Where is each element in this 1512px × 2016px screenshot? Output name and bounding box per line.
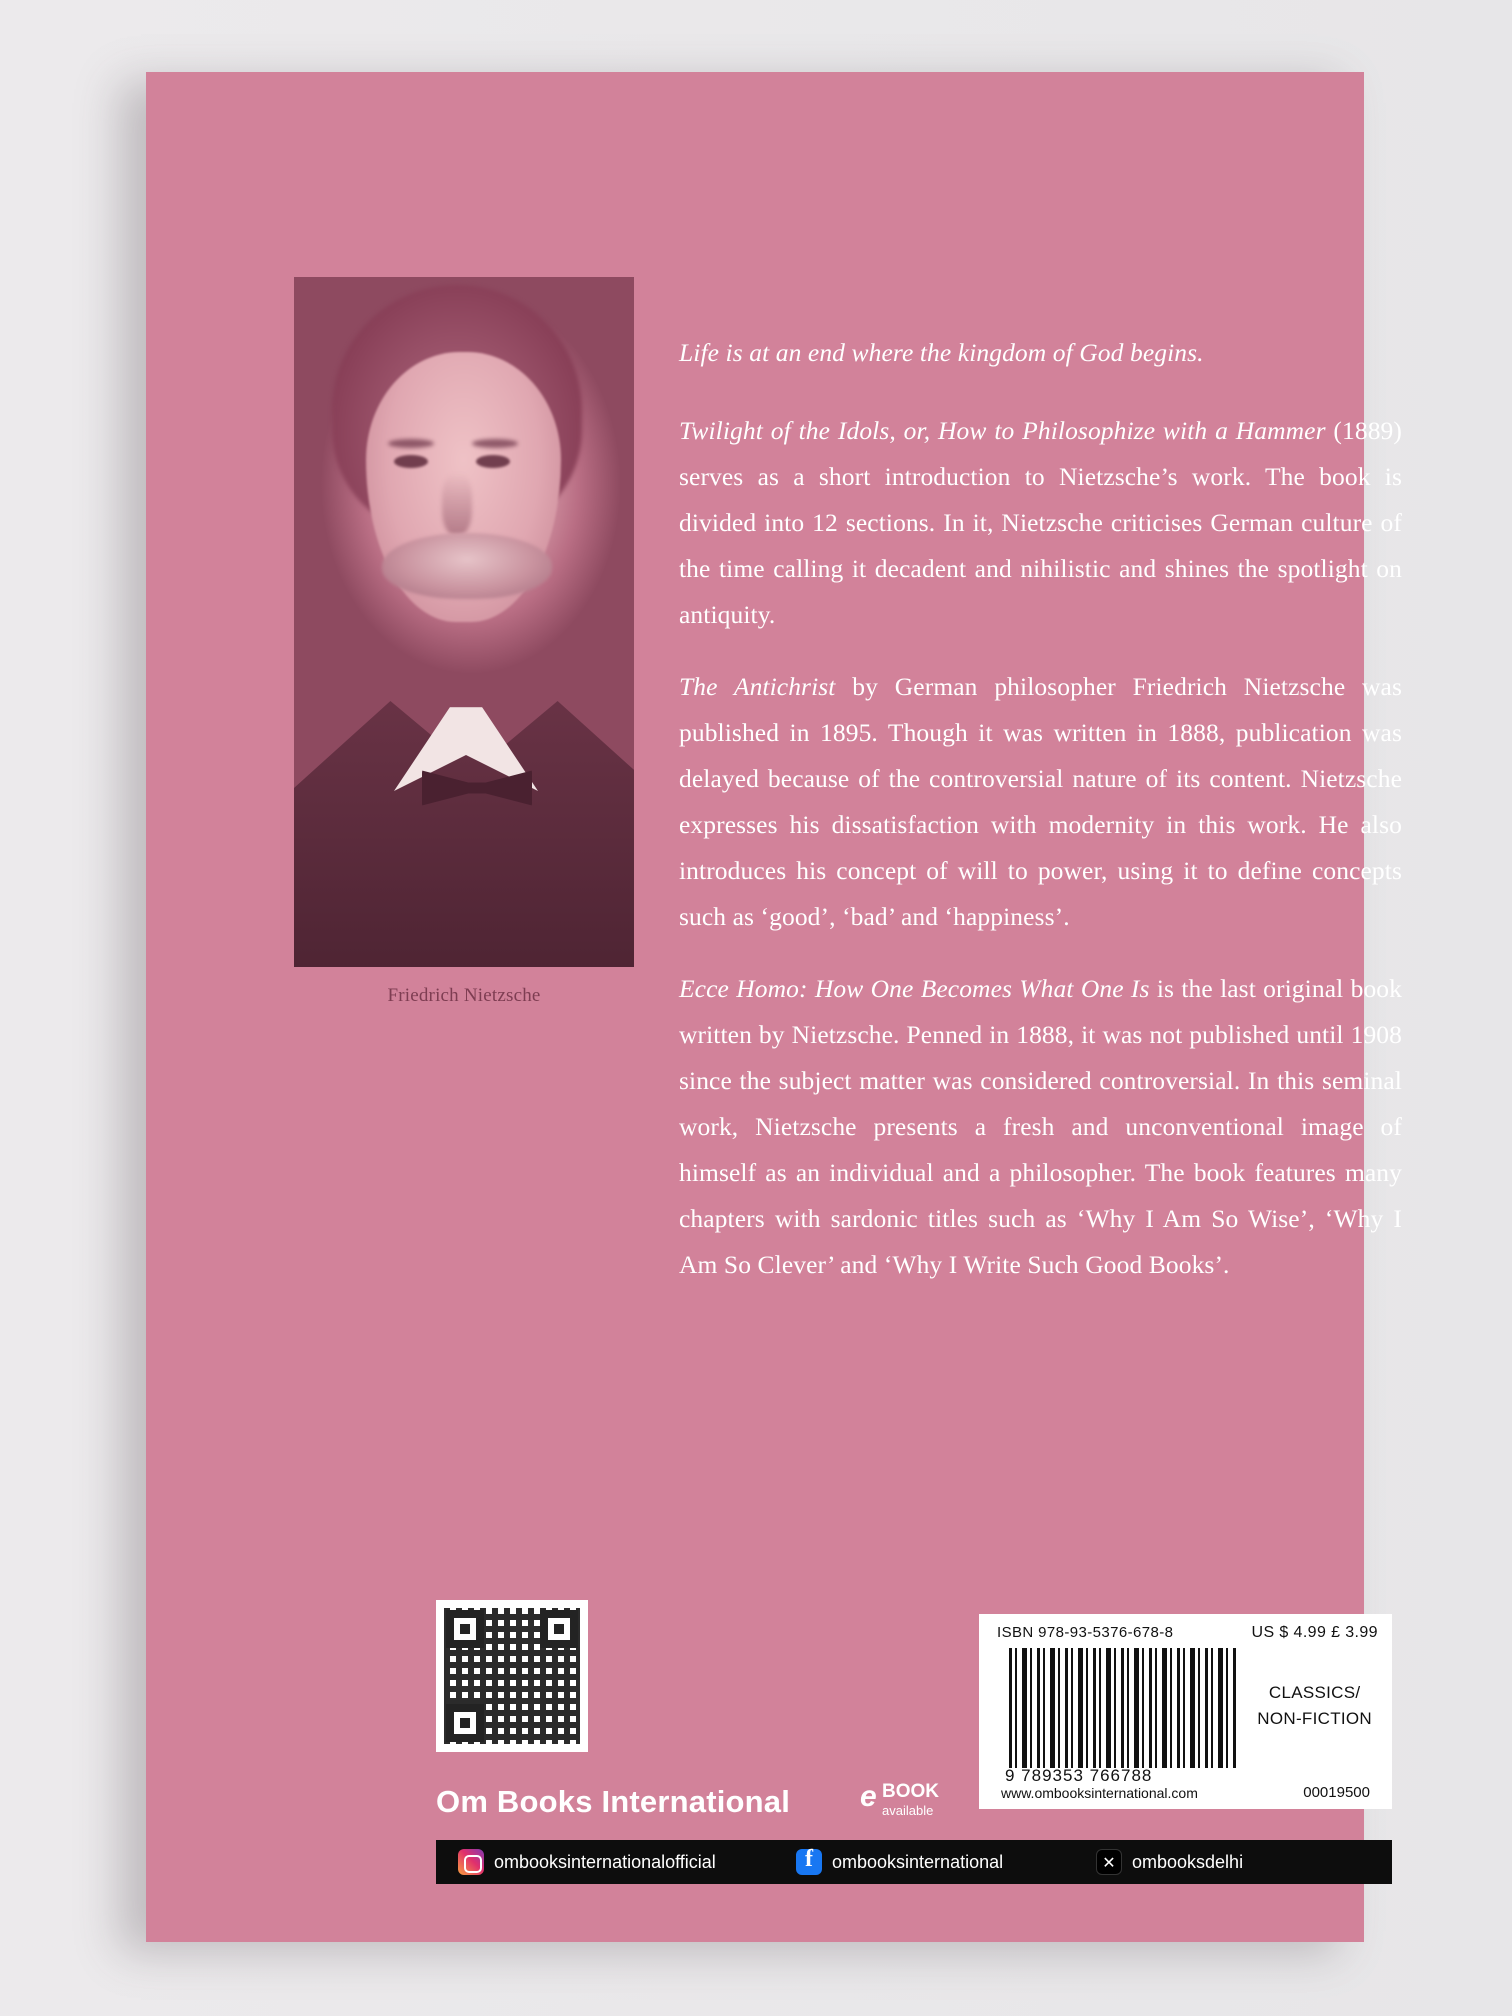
ean-digits: 9 789353 766788 bbox=[1005, 1766, 1153, 1785]
back-cover-blurb bbox=[679, 330, 1402, 1288]
item-code: 00019500 bbox=[1303, 1784, 1370, 1801]
category-label bbox=[1257, 1680, 1372, 1732]
portrait-photo bbox=[294, 277, 634, 967]
ebook-e-letter: e bbox=[860, 1780, 877, 1813]
ebook-available-badge bbox=[860, 1778, 939, 1828]
book-title-3: Ecce Homo: How One Becomes What One Is bbox=[679, 974, 1150, 1003]
blurb-paragraph-1 bbox=[679, 408, 1402, 638]
blurb-body-1: (1889) serves as a short introduction to Nietzsche’s work. The book is divided into 12 sections. In it, Nietzsche criticises German culture of the time calling it decadent and nihilistic and shines the spotlight on antiquity. bbox=[679, 416, 1402, 629]
blurb-body-3: is the last original book written by Nietzsche. Penned in 1888, it was not published until 1908 since the subject matter was considered controversial. In this seminal work, Nietzsche presents a fresh and unconventional image of himself as an individual and a philosopher. The book features many chapters with sardonic titles such as ‘Why I Am So Wise’, ‘Why I Am So Clever’ and ‘Why I Write Such Good Books’. bbox=[679, 974, 1402, 1279]
publisher-name-rest: Books International bbox=[488, 1784, 791, 1819]
portrait-caption: Friedrich Nietzsche bbox=[387, 985, 541, 1006]
publisher-website: www.ombooksinternational.com bbox=[1001, 1785, 1198, 1801]
portrait-block bbox=[294, 277, 634, 1007]
social-item-x[interactable] bbox=[1096, 1849, 1376, 1875]
ebook-available-label: available bbox=[882, 1803, 934, 1818]
x-handle: ombooksdelhi bbox=[1132, 1851, 1244, 1872]
category-line-1: CLASSICS/ bbox=[1268, 1683, 1361, 1702]
blurb-paragraph-2 bbox=[679, 664, 1402, 940]
blurb-body-2: by German philosopher Friedrich Nietzsche was published in 1895. Though it was written in 1888, publication was delayed because of the controversial nature of its content. Nietzsche expresses his dissatisfaction with modernity in this work. He also introduces his concept of will to power, using it to define concepts such as ‘good’, ‘bad’ and ‘happiness’. bbox=[679, 672, 1402, 931]
category-line-2: NON-FICTION bbox=[1257, 1709, 1372, 1728]
book-title-1: Twilight of the Idols, or, How to Philosophize with a Hammer bbox=[679, 416, 1326, 445]
publisher-name bbox=[436, 1784, 790, 1820]
publisher-name-bold: Om bbox=[436, 1784, 489, 1819]
blurb-paragraph-3 bbox=[679, 966, 1402, 1288]
facebook-handle: ombooksinternational bbox=[832, 1851, 1004, 1872]
social-bar bbox=[436, 1840, 1392, 1884]
social-item-facebook[interactable] bbox=[796, 1849, 1096, 1875]
instagram-handle: ombooksinternationalofficial bbox=[494, 1851, 716, 1872]
isbn-label: ISBN 978-93-5376-678-8 bbox=[997, 1624, 1174, 1641]
epigraph-quote: Life is at an end where the kingdom of God begins. bbox=[679, 338, 1204, 367]
barcode-block bbox=[979, 1614, 1392, 1809]
facebook-icon bbox=[796, 1849, 822, 1875]
social-item-instagram[interactable] bbox=[436, 1849, 796, 1875]
ebook-book-label: BOOK bbox=[882, 1781, 939, 1802]
qr-code-icon[interactable] bbox=[436, 1600, 588, 1752]
book-title-2: The Antichrist bbox=[679, 672, 836, 701]
instagram-icon bbox=[458, 1849, 484, 1875]
barcode-icon bbox=[1009, 1648, 1239, 1768]
x-twitter-icon bbox=[1096, 1849, 1122, 1875]
book-back-cover bbox=[146, 72, 1402, 1942]
price-label: US $ 4.99 £ 3.99 bbox=[1251, 1624, 1378, 1641]
